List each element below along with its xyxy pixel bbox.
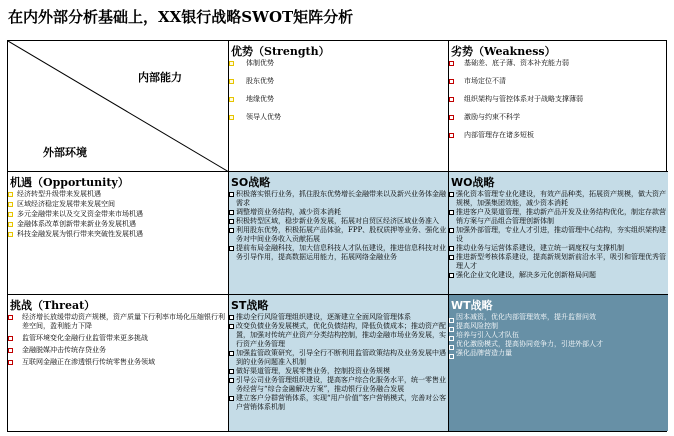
square-bullet-icon <box>8 202 13 207</box>
square-bullet-icon <box>8 192 13 197</box>
list-item: 推进客户及渠道管理，推动新产品开发及业务结构优化，制定存款营销方案与产品组合管理创新体制 <box>449 208 668 226</box>
square-bullet-icon <box>449 273 454 278</box>
square-bullet-icon <box>8 222 13 227</box>
square-bullet-icon <box>229 79 234 84</box>
strength-heading: 优势（Strength） <box>231 45 330 58</box>
square-bullet-icon <box>229 324 234 329</box>
page-title: 在内外部分析基础上，XX银行战略SWOT矩阵分析 <box>8 8 354 26</box>
square-bullet-icon <box>449 115 454 120</box>
list-item: 股东优势 <box>229 77 448 86</box>
list-item: 优化激励模式，提高协同竞争力，引进外部人才 <box>449 340 668 349</box>
list-item: 加强外部管理，专业人才引进，推动管理中心结构，夯实组织架构建设 <box>449 226 668 244</box>
list-item: 改变负债业务发展模式，优化负债结构，降低负债成本；推动资产配置，加强对传统产业资产分类结构控制，推动金融市场业务发展，实行资产业务管理 <box>229 322 448 349</box>
list-item: 经济转型升级带来发展机遇 <box>8 190 228 199</box>
list-item: 激励与约束不科学 <box>449 113 668 122</box>
list-item: 科技金融发展为银行带来突破性发展机遇 <box>8 230 228 239</box>
list-item: 市场定位不清 <box>449 77 668 86</box>
list-item: 培养与引入人才队伍 <box>449 331 668 340</box>
list-item: 推动全行风险管理组织建设，逐渐建立全面风险管理体系 <box>229 313 448 322</box>
square-bullet-icon <box>229 61 234 66</box>
list-item: 组织架构与管控体系对于战略支撑薄弱 <box>449 95 668 104</box>
square-bullet-icon <box>229 192 234 197</box>
list-item: 积极转型区域，稳步新业务发展，拓展对自贸区经济区域业务准入 <box>229 217 448 226</box>
square-bullet-icon <box>449 228 454 233</box>
square-bullet-icon <box>229 97 234 102</box>
list-item: 调整增资业务结构，减少资本消耗 <box>229 208 448 217</box>
list-item: 领导人优势 <box>229 113 448 122</box>
list-item: 强化企业文化建设，解决多元化创新格局问题 <box>449 271 668 280</box>
list-item: 推进新型考核体系建设，提高新规划新前沿水平，吸引和管理优秀管理人才 <box>449 253 668 271</box>
square-bullet-icon <box>8 348 13 353</box>
square-bullet-icon <box>449 210 454 215</box>
list-item: 加强监管政策研究，引导全行不断利用监管政策结构及业务发展中遇到的业务问题准入机制 <box>229 349 448 367</box>
swot-matrix <box>7 40 667 432</box>
square-bullet-icon <box>8 212 13 217</box>
square-bullet-icon <box>449 61 454 66</box>
st-heading: ST战略 <box>231 299 269 312</box>
square-bullet-icon <box>449 133 454 138</box>
list-item: 金融体系改革创新带来新业务发展机遇 <box>8 220 228 229</box>
square-bullet-icon <box>229 219 234 224</box>
list-item: 强化品牌营造力量 <box>449 349 668 358</box>
square-bullet-icon <box>449 255 454 260</box>
weakness-heading: 劣势（Weakness） <box>451 45 556 58</box>
square-bullet-icon <box>8 336 13 341</box>
wo-strategy-cell <box>449 172 668 295</box>
list-item: 内部管理存在诸多短板 <box>449 131 668 140</box>
square-bullet-icon <box>449 354 454 359</box>
list-item: 地缘优势 <box>229 95 448 104</box>
list-item: 区域经济稳定发展带来发展空间 <box>8 200 228 209</box>
list-item: 提前布局金融科技，加大信息科技人才队伍建设，推进信息科技对业务引导作用，提高数据运用能力，拓展网络金融业务 <box>229 244 448 262</box>
list-item: 监管环境变化金融行业监管带来更多挑战 <box>8 334 228 343</box>
threat-cell <box>8 295 229 431</box>
square-bullet-icon <box>229 396 234 401</box>
list-item: 因本减资，优化内部管理效率，提升监督问效 <box>449 313 668 322</box>
square-bullet-icon <box>8 232 13 237</box>
square-bullet-icon <box>449 97 454 102</box>
st-strategy-cell <box>229 295 449 431</box>
square-bullet-icon <box>229 369 234 374</box>
wo-list <box>449 190 668 280</box>
st-list <box>229 313 448 412</box>
so-heading: SO战略 <box>231 176 271 189</box>
list-item: 经济增长放缓带动资产规模，资产质量下行利率市场化压缩银行利差空间，盈利能力下降 <box>8 313 228 331</box>
list-item: 提高风险控制 <box>449 322 668 331</box>
square-bullet-icon <box>229 351 234 356</box>
opportunity-heading: 机遇（Opportunity） <box>10 176 129 189</box>
strength-cell <box>229 41 449 172</box>
square-bullet-icon <box>449 246 454 251</box>
square-bullet-icon <box>8 315 13 320</box>
square-bullet-icon <box>229 115 234 120</box>
opportunity-cell <box>8 172 229 295</box>
so-strategy-cell <box>229 172 449 295</box>
strength-list <box>229 59 448 122</box>
threat-heading: 挑战（Threat） <box>10 299 96 312</box>
list-item: 推动业务与运营体系建设，建立统一调度权与支撑机制 <box>449 244 668 253</box>
square-bullet-icon <box>229 228 234 233</box>
square-bullet-icon <box>229 210 234 215</box>
list-item: 做好渠道管理，发展零售业务，控制投资业务规模 <box>229 367 448 376</box>
list-item: 金融脱媒冲击传统存贷业务 <box>8 346 228 355</box>
list-item: 互联网金融正在渗透银行传统零售业务领域 <box>8 358 228 367</box>
list-item: 体制优势 <box>229 59 448 68</box>
external-environment-label: 外部环境 <box>43 146 87 159</box>
square-bullet-icon <box>449 79 454 84</box>
list-item: 利用股东优势，积极拓展产品体验，FPP、股权质押等业务、强化业务对中间业务收入贡献拓展 <box>229 226 448 244</box>
weakness-list <box>449 59 668 140</box>
wt-strategy-cell <box>449 295 668 431</box>
wt-list <box>449 313 668 358</box>
wt-heading: WT战略 <box>451 299 493 312</box>
list-item: 引导公司业务管理组织建设，提高客户综合化服务水平，统一零售业务经营与“综合金融解决方案”，推动银行业务融合发展 <box>229 376 448 394</box>
list-item: 基础差、底子薄、资本补充能力弱 <box>449 59 668 68</box>
list-item: 强化资本管理专业化建设，有效产品种类，拓展资产规模，做大资产规模，加强集团效能，减少资本消耗 <box>449 190 668 208</box>
internal-capability-label: 内部能力 <box>138 71 182 84</box>
square-bullet-icon <box>229 315 234 320</box>
diagonal-divider <box>8 41 229 172</box>
square-bullet-icon <box>449 192 454 197</box>
opportunity-list <box>8 190 228 239</box>
matrix-corner-cell <box>8 41 229 172</box>
square-bullet-icon <box>8 360 13 365</box>
square-bullet-icon <box>229 246 234 251</box>
so-list <box>229 190 448 262</box>
weakness-cell <box>449 41 668 172</box>
list-item: 多元金融带来以及交叉资金带来市场机遇 <box>8 210 228 219</box>
square-bullet-icon <box>229 378 234 383</box>
wo-heading: WO战略 <box>451 176 495 189</box>
threat-list <box>8 313 228 367</box>
list-item: 积极落实银行业务，抓住股东优势增长金融带来以及新兴业务体金融需求 <box>229 190 448 208</box>
list-item: 建立客户分群营销体系，实现“用户价值”客户营销模式，完善对公客户营销体系机制 <box>229 394 448 412</box>
